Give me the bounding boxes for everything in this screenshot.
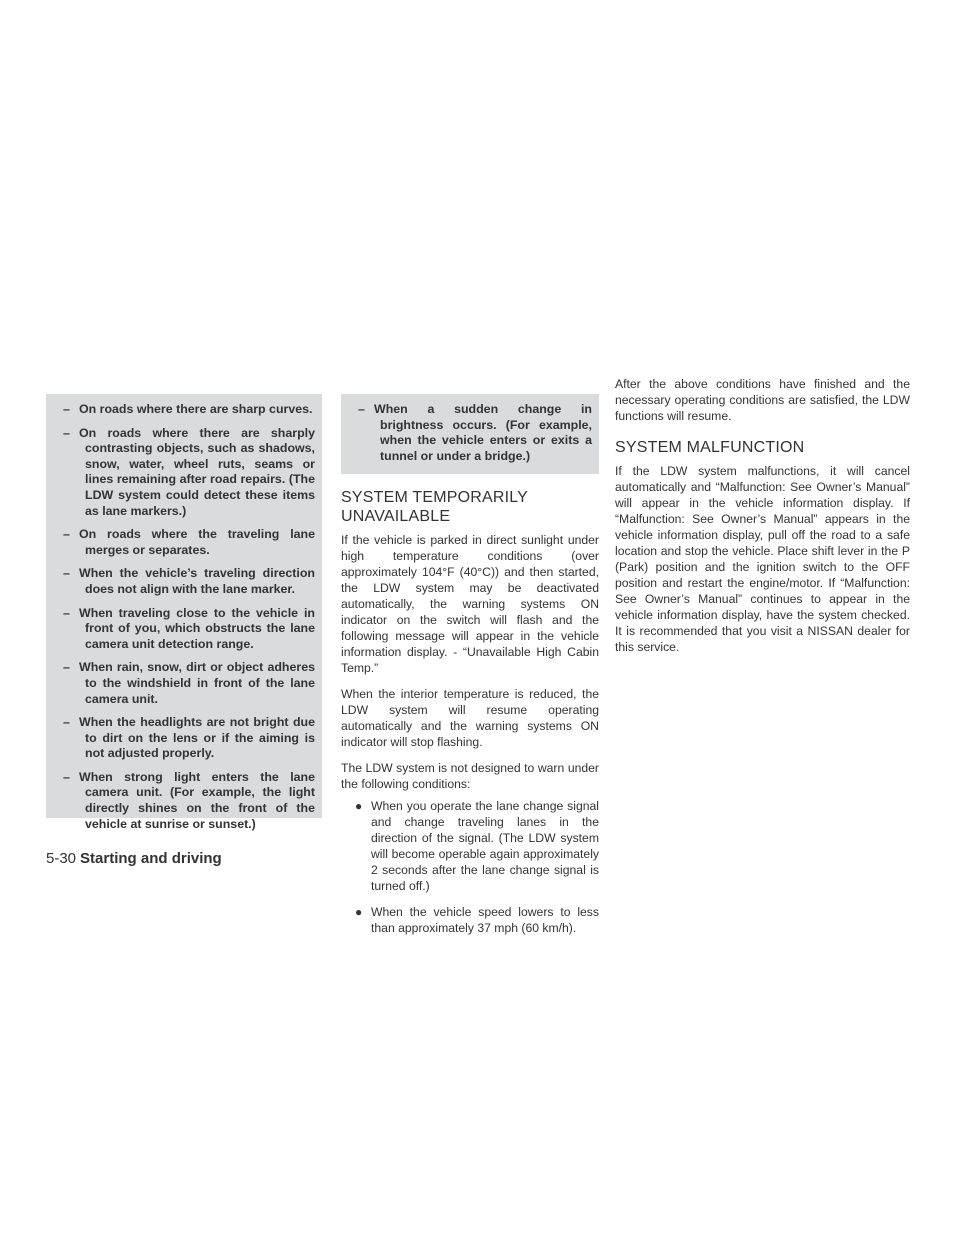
condition-item: – On roads where there are sharply contrasting objects, such as shadows, snow, water, wheel ruts, seams or lines remaining after road repairs. (The LDW system could detect these items as lane markers.) xyxy=(63,425,315,518)
bullet-item: ● When the vehicle speed lowers to less than approximately 37 mph (60 km/h). xyxy=(355,905,599,936)
condition-item: – On roads where the traveling lane merges or separates. xyxy=(63,527,315,557)
condition-item: – On roads where there are sharp curves. xyxy=(63,402,313,416)
condition-item: – When a sudden change in brightness occurs. (For example, when the vehicle enters or exits a tunnel or under a bridge.) xyxy=(358,402,592,463)
page-footer xyxy=(46,850,222,867)
bullet-icon: ● xyxy=(355,905,363,920)
paragraph: When the interior temperature is reduced, the LDW system will resume operating automatically and the warning systems ON indicator will stop flashing. xyxy=(341,687,599,750)
conditions-box-continued xyxy=(341,394,599,474)
middle-column xyxy=(341,402,599,946)
condition-item: – When strong light enters the lane camera unit. (For example, the light directly shines on the front of the vehicle at sunrise or sunset.) xyxy=(63,769,315,831)
page-number: 5-30 xyxy=(46,850,77,867)
condition-item: – When traveling close to the vehicle in front of you, which obstructs the lane camera unit detection range. xyxy=(63,605,315,651)
left-column xyxy=(46,402,322,831)
conditions-box xyxy=(46,394,322,831)
condition-item: – When rain, snow, dirt or object adheres to the windshield in front of the lane camera unit. xyxy=(63,660,315,706)
condition-item: – When the headlights are not bright due to dirt on the lens or if the aiming is not adjusted properly. xyxy=(63,715,315,761)
bullet-item: ● When you operate the lane change signal and change traveling lanes in the direction of the signal. (The LDW system will become operable again approximately 2 seconds after the lane change signal is turned off.) xyxy=(355,799,599,894)
paragraph: If the LDW system malfunctions, it will cancel automatically and “Malfunction: See Owner’s Manual” will appear in the vehicle information display. If “Malfunction: See Owner’s Manual” appears in the vehicle information display, pull off the road to a safe location and stop the vehicle. Place shift lever in the P (Park) position and the ignition switch to the OFF position and restart the engine/motor. If “Malfunction: See Owner’s Manual” continues to appear in the vehicle information display, have the system checked. It is recommended that you visit a NISSAN dealer for this service. xyxy=(615,464,910,654)
bullet-icon: ● xyxy=(355,799,363,814)
paragraph: After the above conditions have finished and the necessary operating conditions are satisfied, the LDW functions will resume. xyxy=(615,377,910,423)
condition-item: – When the vehicle’s traveling direction does not align with the lane marker. xyxy=(63,566,315,596)
section-title: Starting and driving xyxy=(80,850,222,867)
section-heading-temporarily-unavailable: SYSTEM TEMPORARILY UNAVAILABLE xyxy=(341,489,528,526)
paragraph: If the vehicle is parked in direct sunlight under high temperature conditions (over approximately 104°F (40°C)) and then started, the LDW system may be deactivated automatically, the warning systems ON indicator on the switch will flash and the following message will appear in the vehicle information display. - “Unavailable High Cabin Temp.” xyxy=(341,533,599,676)
paragraph: The LDW system is not designed to warn under the following conditions: xyxy=(341,761,599,792)
section-heading-system-malfunction: SYSTEM MALFUNCTION xyxy=(615,439,805,456)
right-column xyxy=(615,377,910,665)
